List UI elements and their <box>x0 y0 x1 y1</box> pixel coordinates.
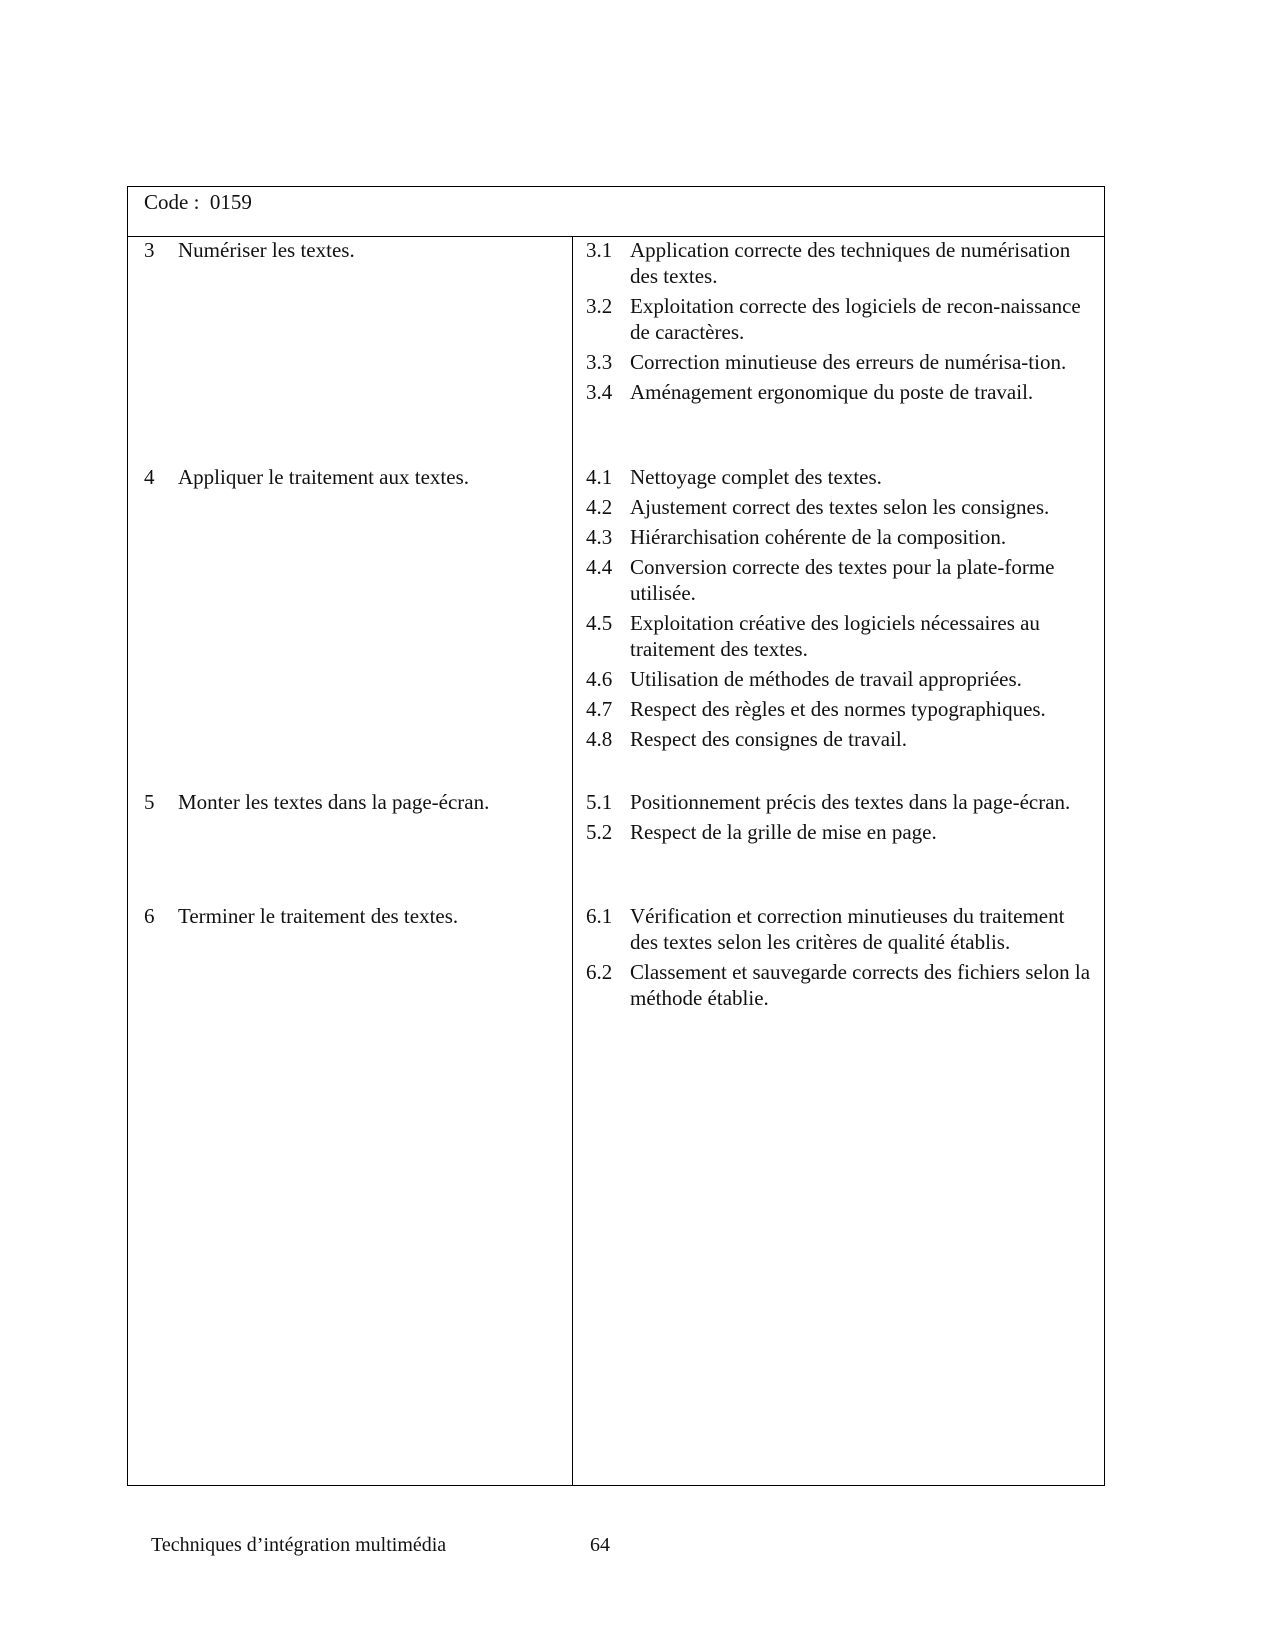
criterion-number: 5.1 <box>586 790 613 814</box>
criterion-text: Positionnement précis des textes dans la page-écran. <box>630 790 1071 814</box>
criterion-number: 3.2 <box>586 294 613 318</box>
criterion-text: Exploitation créative des logiciels nécessaires au traitement des textes. <box>630 611 1040 661</box>
criterion-number: 4.6 <box>586 667 613 691</box>
step-number: 3 <box>144 238 155 262</box>
criterion-3-4 <box>586 379 1096 405</box>
criterion-4-8 <box>586 726 1096 752</box>
criterion-text: Respect des consignes de travail. <box>630 727 907 751</box>
criterion-number: 4.2 <box>586 495 613 519</box>
criterion-text: Utilisation de méthodes de travail appropriées. <box>630 667 1022 691</box>
criterion-number: 3.3 <box>586 350 613 374</box>
column-divider <box>572 236 573 1485</box>
step-number: 5 <box>144 790 155 814</box>
criteria-table <box>127 186 1105 1486</box>
criterion-number: 4.7 <box>586 697 613 721</box>
footer-title: Techniques d’intégration multimédia <box>151 1534 447 1556</box>
step-5 <box>144 789 489 815</box>
course-code: Code : 0159 <box>144 190 252 214</box>
criterion-number: 5.2 <box>586 820 613 844</box>
criterion-number: 4.4 <box>586 555 613 579</box>
step-4 <box>144 464 469 490</box>
step-title: Monter les textes dans la page-écran. <box>178 790 490 814</box>
step-title: Numériser les textes. <box>178 238 355 262</box>
criterion-5-2 <box>586 819 1096 845</box>
criterion-6-2 <box>586 959 1096 1011</box>
page-number: 64 <box>590 1534 610 1556</box>
criterion-text: Respect de la grille de mise en page. <box>630 820 937 844</box>
criterion-text: Hiérarchisation cohérente de la composition. <box>630 525 1007 549</box>
step-6 <box>144 903 458 929</box>
criterion-text: Aménagement ergonomique du poste de travail. <box>630 380 1034 404</box>
criterion-text: Respect des règles et des normes typographiques. <box>630 697 1046 721</box>
criterion-3-2 <box>586 293 1096 345</box>
criterion-number: 4.5 <box>586 611 613 635</box>
criterion-text: Nettoyage complet des textes. <box>630 465 882 489</box>
step-number: 6 <box>144 904 155 928</box>
criterion-number: 6.1 <box>586 904 613 928</box>
criterion-number: 4.3 <box>586 525 613 549</box>
criterion-4-2 <box>586 494 1096 520</box>
code-row <box>128 187 1104 237</box>
criterion-5-1 <box>586 789 1096 815</box>
step-number: 4 <box>144 465 155 489</box>
step-3 <box>144 237 355 263</box>
criterion-text: Vérification et correction minutieuses du traitement des textes selon les critères de qualité établis. <box>630 904 1065 954</box>
criteria-group-5 <box>586 789 1096 849</box>
criteria-group-3 <box>586 237 1096 409</box>
criterion-3-1 <box>586 237 1096 289</box>
criteria-group-6 <box>586 903 1096 1015</box>
criterion-number: 3.1 <box>586 238 613 262</box>
criterion-6-1 <box>586 903 1096 955</box>
criterion-4-5 <box>586 610 1096 662</box>
criterion-text: Correction minutieuse des erreurs de numérisa-tion. <box>630 350 1067 374</box>
criteria-group-4 <box>586 464 1096 756</box>
criterion-text: Ajustement correct des textes selon les consignes. <box>630 495 1050 519</box>
criterion-4-1 <box>586 464 1096 490</box>
criterion-text: Classement et sauvegarde corrects des fichiers selon la méthode établie. <box>630 960 1091 1010</box>
criterion-text: Application correcte des techniques de numérisation des textes. <box>630 238 1071 288</box>
criterion-number: 4.1 <box>586 465 613 489</box>
criterion-4-3 <box>586 524 1096 550</box>
criterion-4-4 <box>586 554 1096 606</box>
step-title: Terminer le traitement des textes. <box>178 904 459 928</box>
criterion-4-7 <box>586 696 1096 722</box>
criterion-number: 4.8 <box>586 727 613 751</box>
criterion-text: Exploitation correcte des logiciels de recon-naissance de caractères. <box>630 294 1081 344</box>
criterion-number: 6.2 <box>586 960 613 984</box>
criterion-4-6 <box>586 666 1096 692</box>
step-title: Appliquer le traitement aux textes. <box>178 465 469 489</box>
criterion-number: 3.4 <box>586 380 613 404</box>
criterion-3-3 <box>586 349 1096 375</box>
criterion-text: Conversion correcte des textes pour la plate-forme utilisée. <box>630 555 1055 605</box>
